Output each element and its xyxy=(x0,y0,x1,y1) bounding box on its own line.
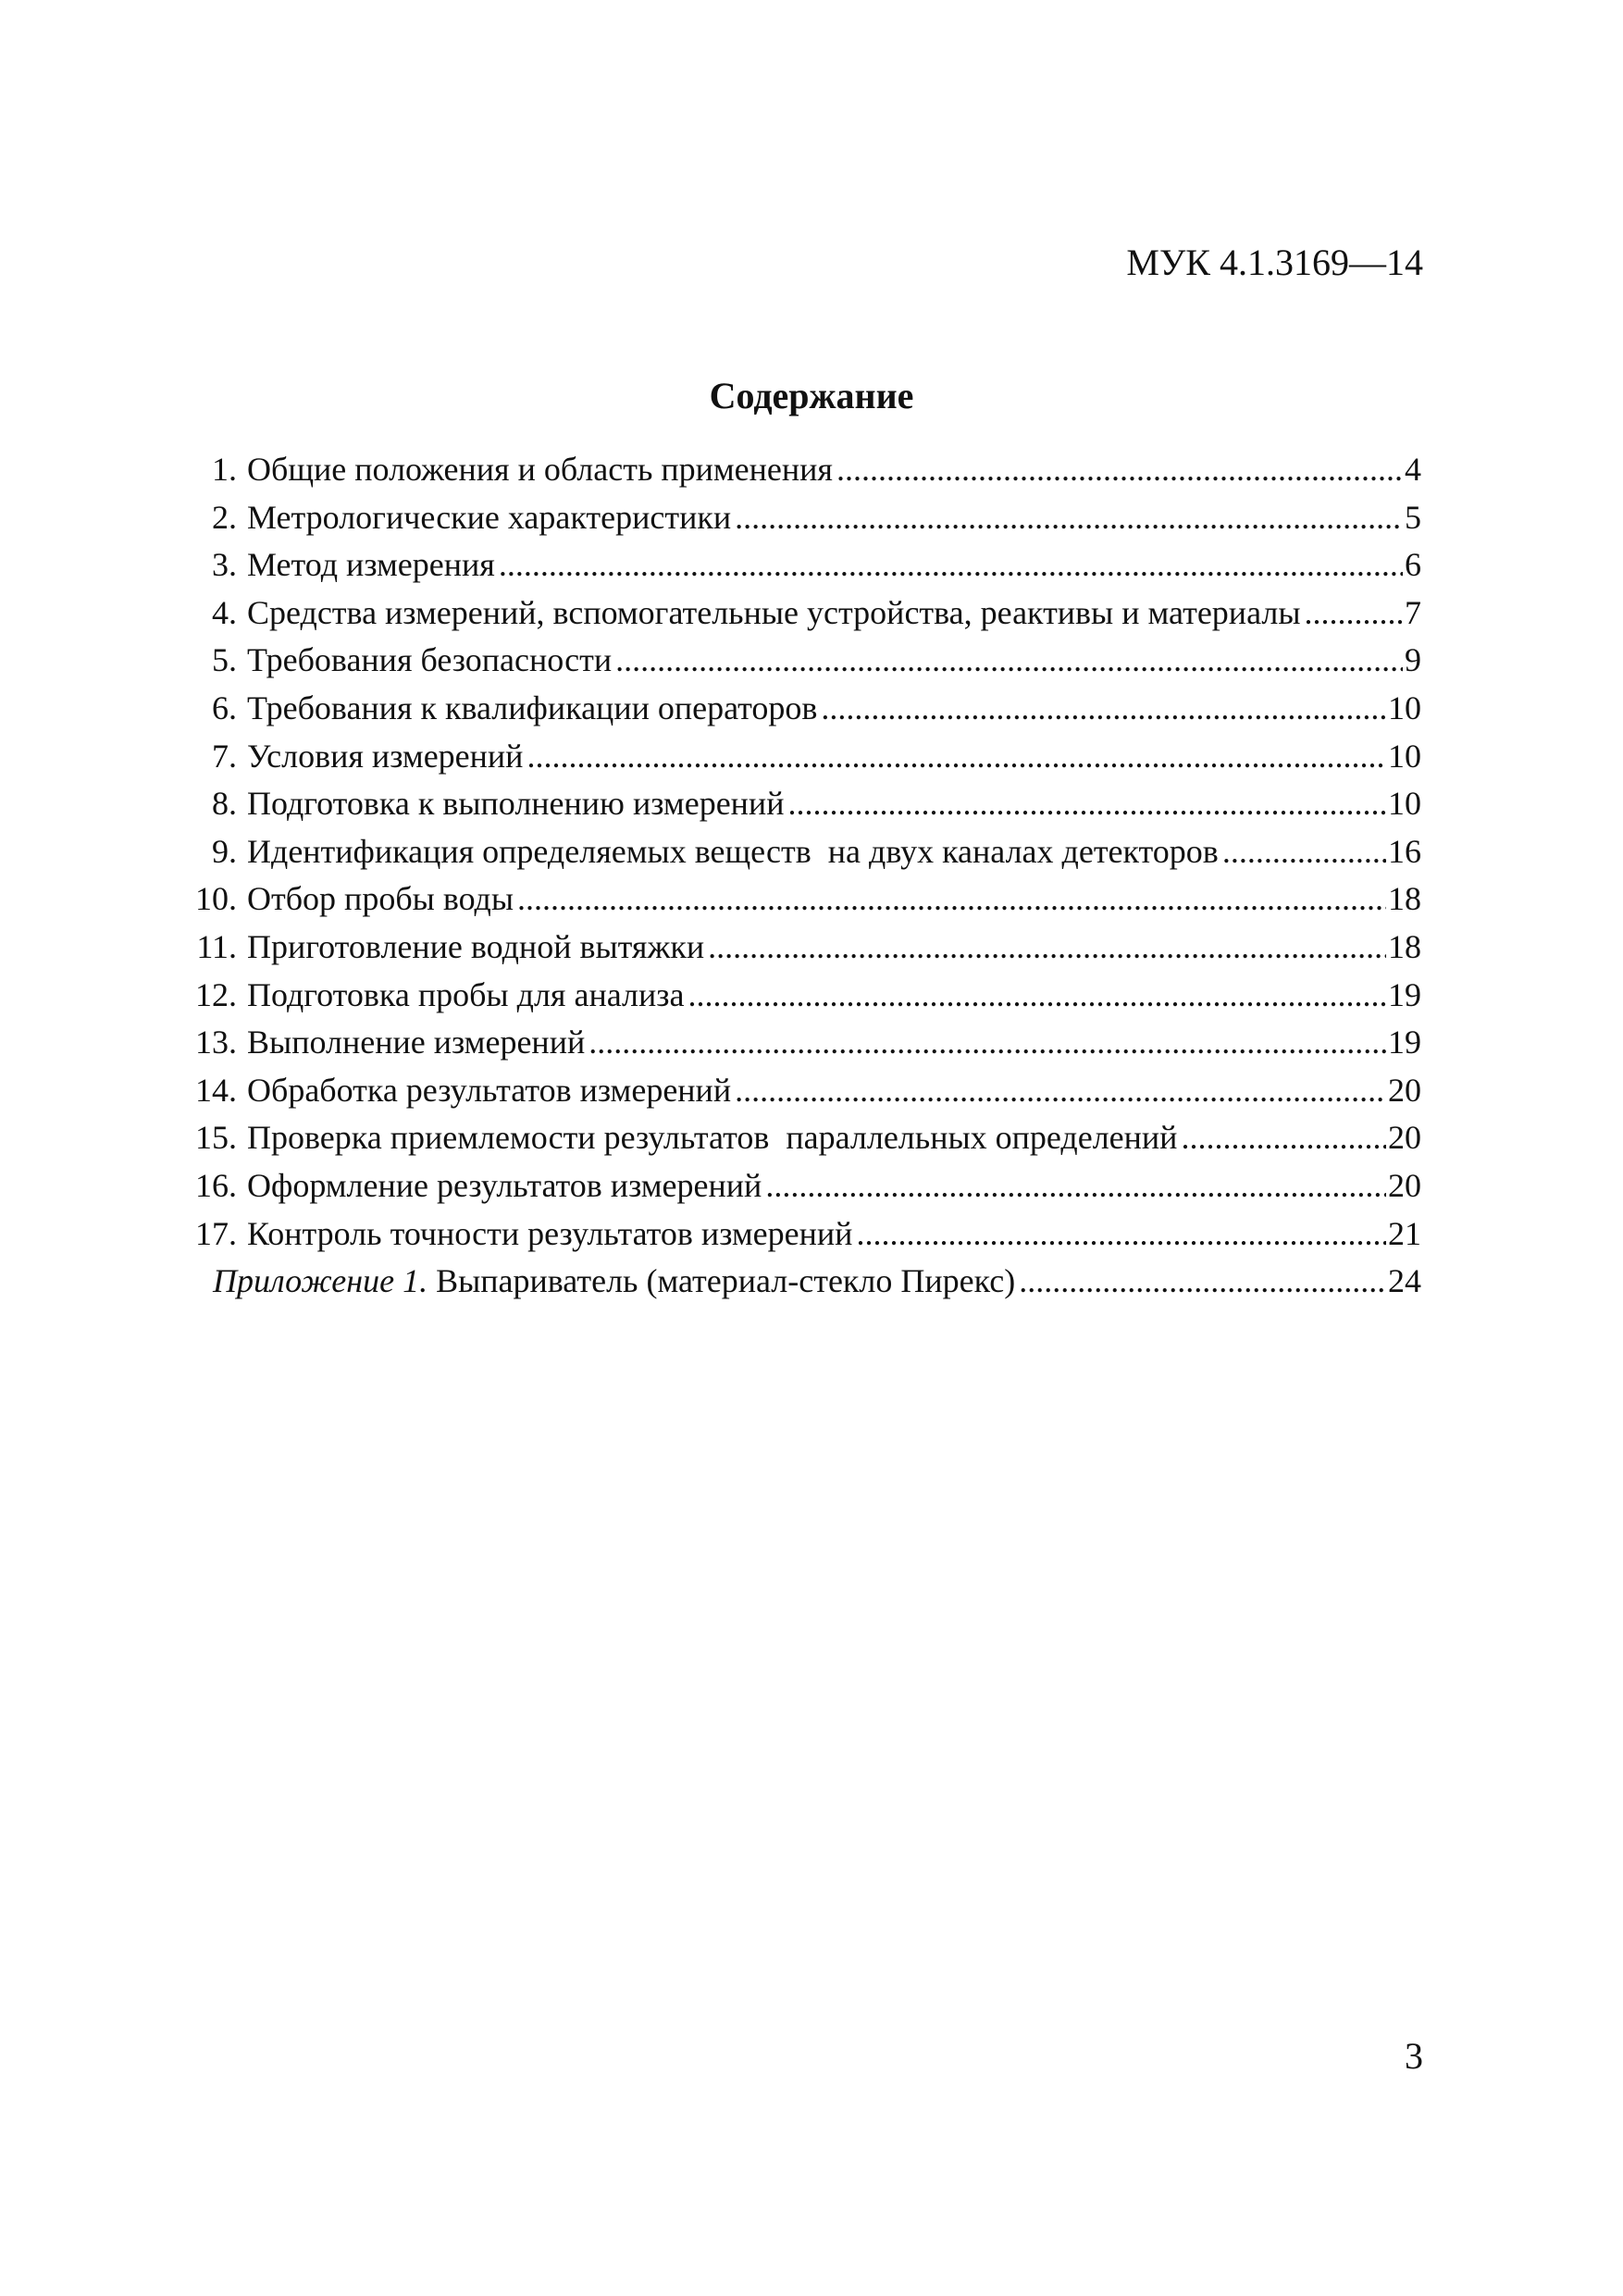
toc-dot-leader xyxy=(588,1019,1386,1067)
toc-item-number: 11. xyxy=(196,927,237,965)
toc-dot-leader xyxy=(1019,1258,1386,1306)
toc-item-page: 9 xyxy=(1405,641,1421,679)
toc-item-4 xyxy=(189,590,1421,638)
toc-item-page: 6 xyxy=(1405,546,1421,584)
toc-item-text: Приготовление водной вытяжки xyxy=(247,927,705,965)
toc-item-number: 6. xyxy=(212,689,237,726)
toc-item-text: Проверка приемлемости результатов параллельных определений xyxy=(247,1119,1178,1157)
toc-dot-leader xyxy=(821,685,1386,733)
toc-item-page: 20 xyxy=(1388,1071,1421,1109)
toc-item-page: 18 xyxy=(1388,927,1421,965)
toc-item-number: 2. xyxy=(212,498,237,536)
toc-item-7 xyxy=(189,733,1421,781)
toc-item-text: Общие положения и область применения xyxy=(247,451,833,488)
toc-item-page: 10 xyxy=(1388,785,1421,823)
toc-item-page: 4 xyxy=(1405,451,1421,488)
toc-dot-leader xyxy=(517,875,1386,924)
toc-item-number: 17. xyxy=(195,1214,237,1252)
toc-item-number: 3. xyxy=(212,546,237,584)
toc-appendix-label: Приложение 1. xyxy=(213,1262,428,1300)
toc-dot-leader xyxy=(708,924,1386,972)
toc-item-number: 1. xyxy=(212,451,237,488)
toc-item-number: 13. xyxy=(195,1024,237,1061)
toc-item-text: Отбор пробы воды xyxy=(247,880,514,918)
toc-item-number: 4. xyxy=(212,593,237,631)
toc-item-number: 9. xyxy=(212,832,237,870)
toc-title: Содержание xyxy=(709,375,914,416)
toc-dot-leader xyxy=(499,541,1403,590)
toc-dot-leader xyxy=(1305,590,1403,638)
toc-item-13 xyxy=(189,1019,1421,1067)
toc-item-page: 10 xyxy=(1388,689,1421,726)
toc-item-6 xyxy=(189,685,1421,733)
toc-dot-leader xyxy=(836,446,1403,494)
toc-dot-leader xyxy=(735,494,1403,542)
toc-dot-leader xyxy=(765,1162,1386,1210)
document-code: МУК 4.1.3169—14 xyxy=(1126,242,1423,283)
toc-item-15 xyxy=(189,1114,1421,1162)
toc-item-number: 14. xyxy=(195,1071,237,1109)
toc-item-page: 7 xyxy=(1405,593,1421,631)
toc-item-8 xyxy=(189,780,1421,828)
toc-item-page: 19 xyxy=(1388,975,1421,1013)
toc-item-page: 5 xyxy=(1405,498,1421,536)
toc-item-page: 21 xyxy=(1388,1214,1421,1252)
page-number: 3 xyxy=(1405,2035,1423,2077)
table-of-contents xyxy=(189,446,1421,1306)
toc-dot-leader xyxy=(735,1067,1386,1115)
toc-item-text: Условия измерений xyxy=(247,737,524,775)
toc-item-page: 20 xyxy=(1388,1166,1421,1204)
toc-item-page: 10 xyxy=(1388,737,1421,775)
toc-item-17 xyxy=(189,1210,1421,1259)
toc-dot-leader xyxy=(787,780,1386,828)
toc-item-text: Требования безопасности xyxy=(247,641,613,679)
toc-appendix-page: 24 xyxy=(1388,1262,1421,1300)
toc-item-text: Метод измерения xyxy=(247,546,495,584)
toc-dot-leader xyxy=(688,972,1386,1020)
toc-item-number: 12. xyxy=(195,975,237,1013)
toc-item-text: Идентификация определяемых веществ на двух каналах детекторов xyxy=(247,832,1219,870)
toc-item-number: 5. xyxy=(212,641,237,679)
toc-item-page: 19 xyxy=(1388,1024,1421,1061)
toc-item-9 xyxy=(189,828,1421,876)
toc-dot-leader xyxy=(1181,1114,1386,1162)
toc-item-text: Средства измерений, вспомогательные устройства, реактивы и материалы xyxy=(247,593,1301,631)
toc-dot-leader xyxy=(856,1210,1386,1259)
toc-item-text: Подготовка пробы для анализа xyxy=(247,975,685,1013)
toc-item-page: 20 xyxy=(1388,1119,1421,1157)
toc-item-14 xyxy=(189,1067,1421,1115)
toc-item-text: Выполнение измерений xyxy=(247,1024,586,1061)
toc-dot-leader xyxy=(1222,828,1386,876)
toc-item-number: 8. xyxy=(212,785,237,823)
toc-item-10 xyxy=(189,875,1421,924)
toc-item-3 xyxy=(189,541,1421,590)
toc-dot-leader xyxy=(527,733,1386,781)
toc-item-2 xyxy=(189,494,1421,542)
toc-item-number: 7. xyxy=(212,737,237,775)
toc-dot-leader xyxy=(615,637,1403,685)
toc-item-5 xyxy=(189,637,1421,685)
toc-item-12 xyxy=(189,972,1421,1020)
toc-item-1 xyxy=(189,446,1421,494)
toc-item-text: Подготовка к выполнению измерений xyxy=(247,785,785,823)
toc-appendix-text: Выпариватель (материал-стекло Пирекс) xyxy=(436,1262,1016,1300)
toc-item-text: Требования к квалификации операторов xyxy=(247,689,818,726)
toc-item-number: 16. xyxy=(195,1166,237,1204)
toc-item-number: 10. xyxy=(195,880,237,918)
toc-item-text: Обработка результатов измерений xyxy=(247,1071,732,1109)
toc-item-11 xyxy=(189,924,1421,972)
toc-item-page: 16 xyxy=(1388,832,1421,870)
toc-item-text: Контроль точности результатов измерений xyxy=(247,1214,853,1252)
toc-item-text: Метрологические характеристики xyxy=(247,498,732,536)
toc-item-number: 15. xyxy=(195,1119,237,1157)
toc-appendix-1 xyxy=(189,1258,1421,1306)
toc-item-text: Оформление результатов измерений xyxy=(247,1166,762,1204)
toc-item-page: 18 xyxy=(1388,880,1421,918)
toc-item-16 xyxy=(189,1162,1421,1210)
